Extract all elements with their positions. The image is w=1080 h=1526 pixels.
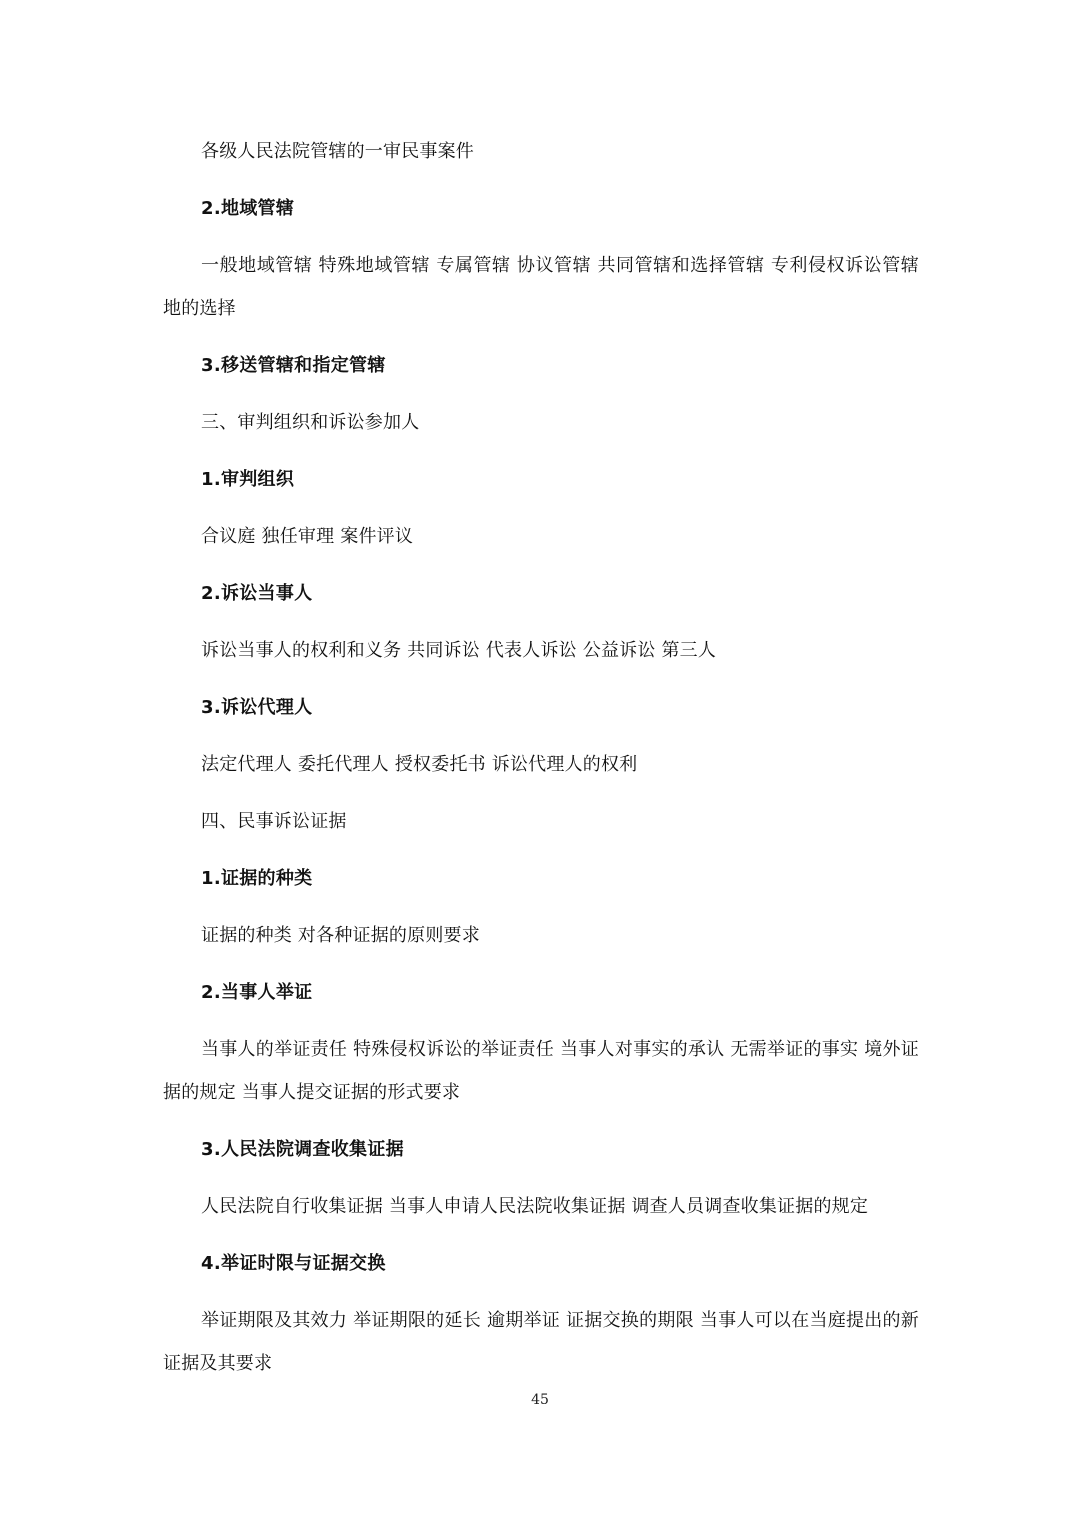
paragraph: 诉讼当事人的权利和义务 共同诉讼 代表人诉讼 公益诉讼 第三人 <box>201 640 717 661</box>
subsection-heading: 2.当事人举证 <box>201 982 313 1003</box>
paragraph: 法定代理人 委托代理人 授权委托书 诉讼代理人的权利 <box>201 754 638 775</box>
paragraph: 证据的种类 对各种证据的原则要求 <box>201 925 480 946</box>
subsection-heading: 4.举证时限与证据交换 <box>201 1253 386 1274</box>
section-heading: 四、民事诉讼证据 <box>201 811 347 832</box>
paragraph: 各级人民法院管辖的一审民事案件 <box>201 141 474 162</box>
paragraph: 当事人的举证责任 特殊侵权诉讼的举证责任 当事人对事实的承认 无需举证的事实 境外证据的规定 当事人提交证据的形式要求 <box>163 1039 919 1103</box>
paragraph: 人民法院自行收集证据 当事人申请人民法院收集证据 调查人员调查收集证据的规定 <box>201 1196 869 1217</box>
page-content <box>163 130 919 1399</box>
section-heading: 三、审判组织和诉讼参加人 <box>201 412 420 433</box>
subsection-heading: 1.证据的种类 <box>201 868 313 889</box>
subsection-heading: 2.诉讼当事人 <box>201 583 313 604</box>
page-number: 45 <box>531 1392 549 1408</box>
subsection-heading: 3.诉讼代理人 <box>201 697 313 718</box>
subsection-heading: 3.人民法院调查收集证据 <box>201 1139 404 1160</box>
subsection-heading: 2.地域管辖 <box>201 198 295 219</box>
subsection-heading: 1.审判组织 <box>201 469 295 490</box>
paragraph: 一般地域管辖 特殊地域管辖 专属管辖 协议管辖 共同管辖和选择管辖 专利侵权诉讼管辖地的选择 <box>163 255 919 319</box>
subsection-heading: 3.移送管辖和指定管辖 <box>201 355 386 376</box>
paragraph: 举证期限及其效力 举证期限的延长 逾期举证 证据交换的期限 当事人可以在当庭提出的新证据及其要求 <box>163 1310 919 1374</box>
paragraph: 合议庭 独任审理 案件评议 <box>201 526 414 547</box>
